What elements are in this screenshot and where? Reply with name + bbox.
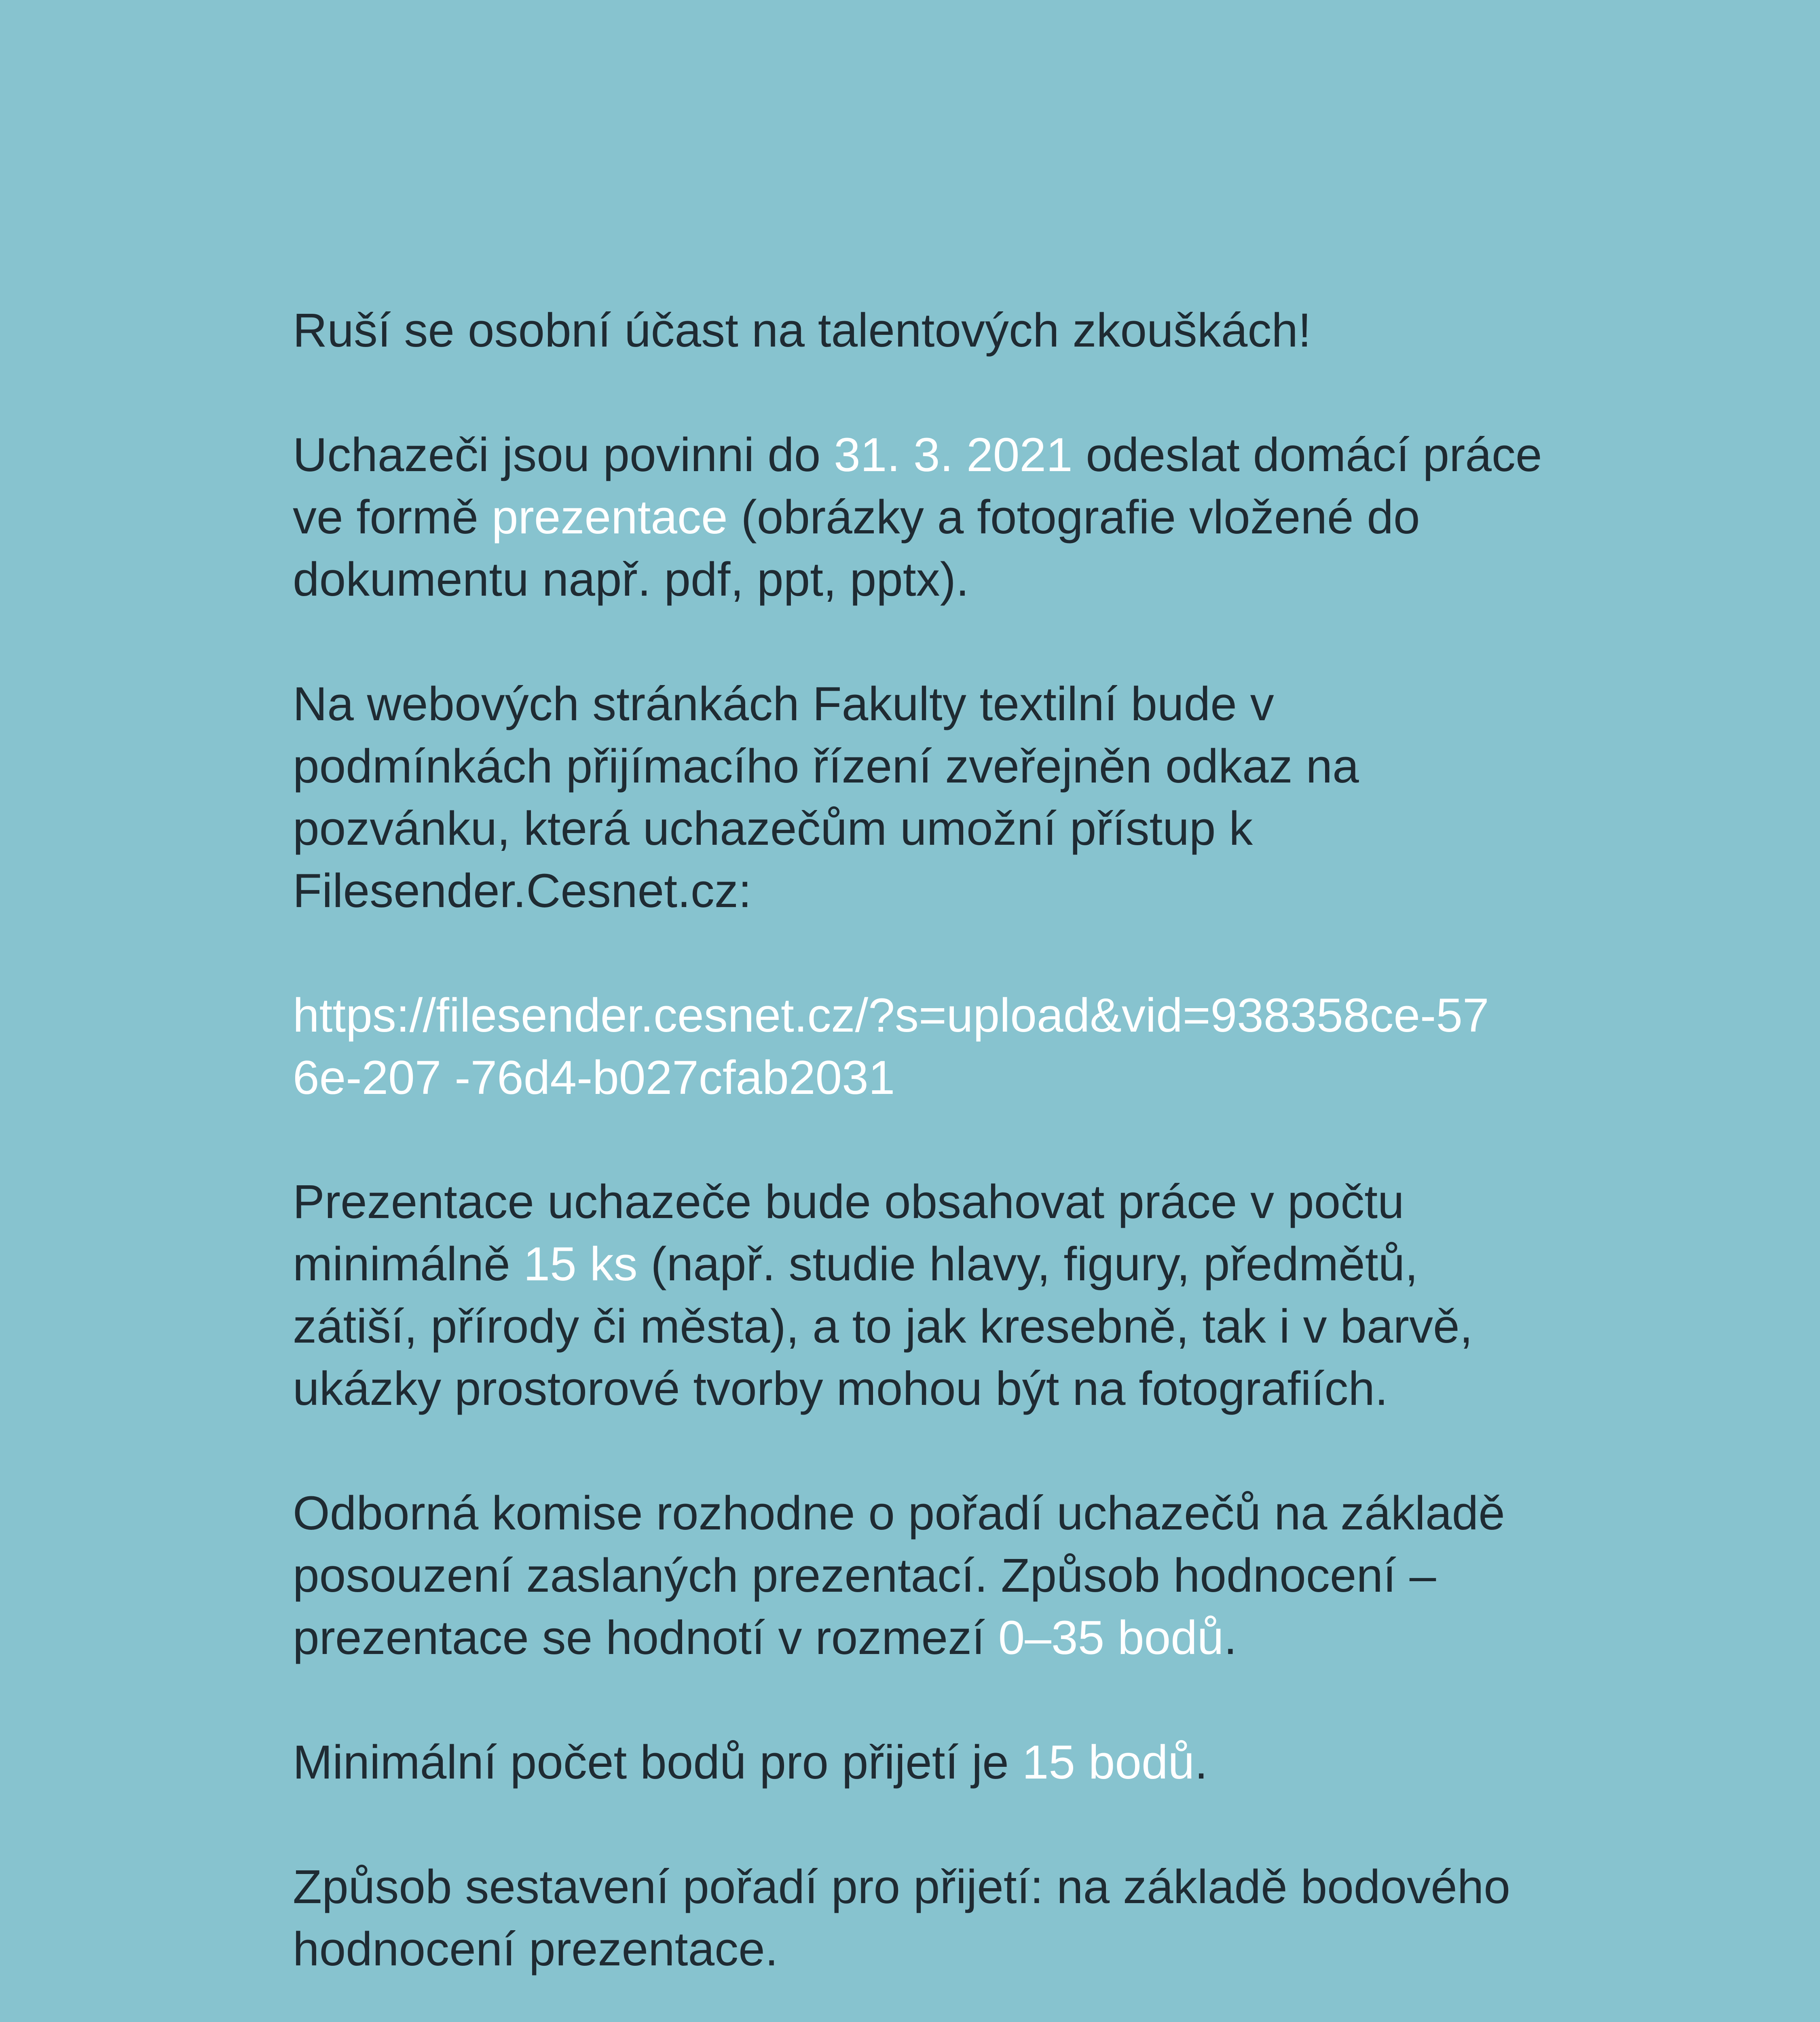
deadline-text: ve formě <box>293 491 492 544</box>
order-line-2: hodnocení prezentace. <box>293 1923 778 1976</box>
web-line-4: Filesender.Cesnet.cz: <box>293 864 752 918</box>
paragraph-order <box>293 1856 1611 1980</box>
paragraph-minimum <box>293 1731 1611 1794</box>
filesender-url[interactable] <box>293 984 1611 1109</box>
commission-text: prezentace se hodnotí v rozmezí <box>293 1611 998 1665</box>
paragraph-intro <box>293 299 1611 362</box>
deadline-text: Uchazeči jsou povinni do <box>293 428 834 482</box>
commission-line-3 <box>293 1607 1611 1669</box>
deadline-line-2 <box>293 486 1611 548</box>
presentation-line-4: ukázky prostorové tvorby mohou být na fotografiích. <box>293 1362 1388 1415</box>
web-line-1: Na webových stránkách Fakulty textilní bude v <box>293 677 1274 731</box>
url-line-2[interactable]: 6e-207 -76d4-b027cfab2031 <box>293 1051 895 1104</box>
deadline-format-highlight: prezentace <box>491 491 728 544</box>
commission-text: . <box>1224 1611 1237 1665</box>
commission-line-2: posouzení zaslaných prezentací. Způsob hodnocení – <box>293 1549 1436 1602</box>
minimum-text: . <box>1194 1736 1208 1789</box>
commission-range-highlight: 0–35 bodů <box>998 1611 1224 1665</box>
minimum-line-1 <box>293 1731 1611 1794</box>
web-line-2: podmínkách přijímacího řízení zveřejněn odkaz na <box>293 740 1359 793</box>
deadline-line-3: dokumentu např. pdf, ppt, pptx). <box>293 553 969 606</box>
presentation-line-2 <box>293 1233 1611 1295</box>
commission-line-1: Odborná komise rozhodne o pořadí uchazečů na základě <box>293 1487 1505 1540</box>
presentation-line-1: Prezentace uchazeče bude obsahovat práce v počtu <box>293 1175 1404 1229</box>
deadline-line-1 <box>293 424 1611 486</box>
paragraph-presentation <box>293 1171 1611 1420</box>
paragraph-deadline <box>293 424 1611 611</box>
intro-text: Ruší se osobní účast na talentových zkouškách! <box>293 304 1311 357</box>
deadline-text: (obrázky a fotografie vložené do <box>727 491 1420 544</box>
presentation-count-highlight: 15 ks <box>523 1237 638 1291</box>
deadline-date: 31. 3. 2021 <box>834 428 1073 482</box>
presentation-line-3: zátiší, přírody či města), a to jak kresebně, tak i v barvě, <box>293 1300 1473 1353</box>
presentation-text: minimálně <box>293 1237 524 1291</box>
web-line-3: pozvánku, která uchazečům umožní přístup k <box>293 802 1253 855</box>
deadline-text: odeslat domácí práce <box>1072 428 1542 482</box>
paragraph-web <box>293 673 1611 922</box>
order-line-1: Způsob sestavení pořadí pro přijetí: na základě bodového <box>293 1860 1510 1914</box>
paragraph-commission <box>293 1482 1611 1669</box>
minimum-text: Minimální počet bodů pro přijetí je <box>293 1736 1022 1789</box>
url-line-1[interactable]: https://filesender.cesnet.cz/?s=upload&vid=938358ce-57 <box>293 989 1489 1042</box>
minimum-points-highlight: 15 bodů <box>1022 1736 1195 1789</box>
presentation-text: (např. studie hlavy, figury, předmětů, <box>637 1237 1418 1291</box>
